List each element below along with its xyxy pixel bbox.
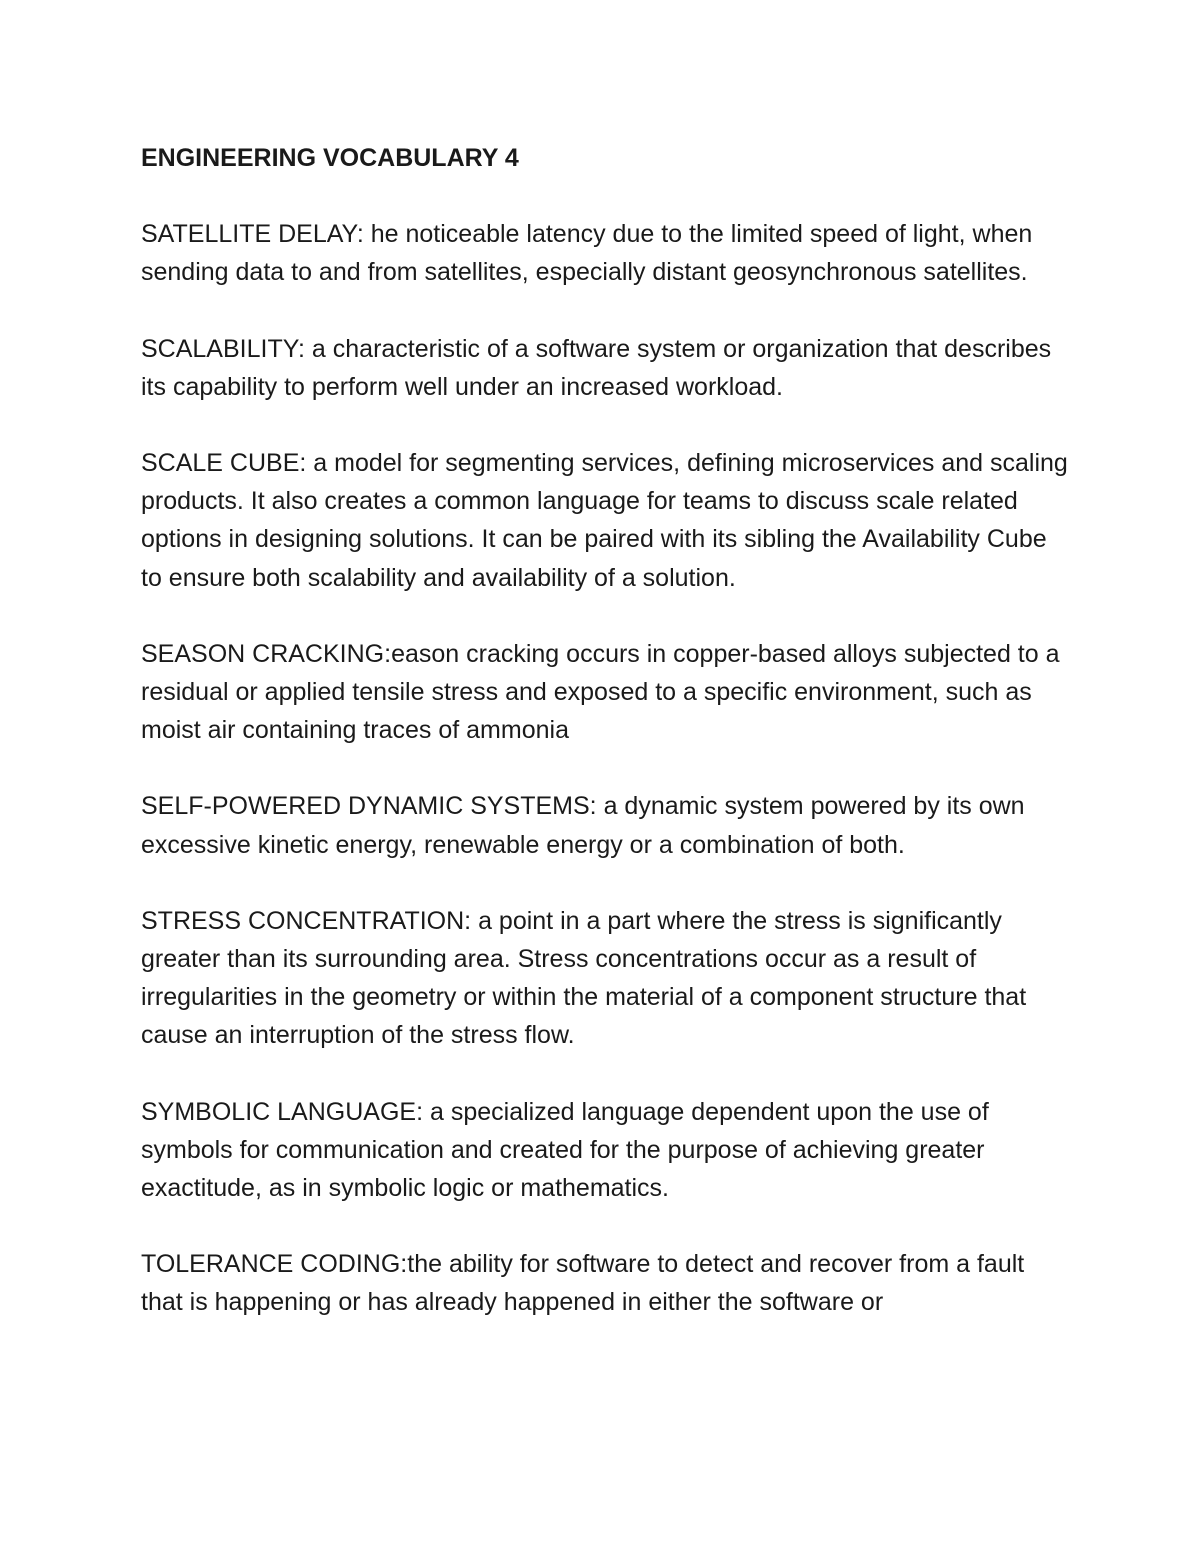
- vocabulary-entry-symbolic-language: [141, 1093, 1071, 1208]
- entry-term: SEASON CRACKING:: [141, 639, 392, 668]
- entry-definition: a dynamic system powered by its own excessive kinetic energy, renewable energy or a combination of both.: [141, 792, 1025, 859]
- vocabulary-entry-satellite-delay: [141, 215, 1071, 291]
- vocabulary-entry-season-cracking: [141, 635, 1071, 750]
- entry-definition: a point in a part where the stress is significantly greater than its surrounding area. Stress concentrations occur as a result of irregularities in the geometry or within the material of a component structure that cause an interruption of the stress flow.: [141, 906, 1027, 1050]
- entry-term: TOLERANCE CODING:: [141, 1250, 408, 1279]
- vocabulary-entry-tolerance-coding: [141, 1245, 1071, 1321]
- entry-term: SCALABILITY:: [141, 334, 305, 363]
- document-body: [141, 139, 1071, 1360]
- entry-term: SYMBOLIC LANGUAGE:: [141, 1097, 424, 1126]
- vocabulary-entry-scale-cube: [141, 444, 1071, 597]
- entry-definition: he noticeable latency due to the limited speed of light, when sending data to and from satellites, especially distant geosynchronous satellites.: [141, 220, 1033, 287]
- entry-term: SELF-POWERED DYNAMIC SYSTEMS:: [141, 792, 597, 821]
- entry-definition: a characteristic of a software system or organization that describes its capability to perform well under an increased workload.: [141, 334, 1052, 401]
- entry-term: STRESS CONCENTRATION:: [141, 906, 472, 935]
- entry-term: SATELLITE DELAY:: [141, 220, 364, 249]
- entry-definition: a model for segmenting services, defining microservices and scaling products. It also creates a common language for teams to discuss scale related options in designing solutions. It can be paired with its sibling the Availability Cube to ensure both scalability and availability of a solution.: [141, 449, 1068, 592]
- entry-definition: the ability for software to detect and recover from a fault that is happening or has already happened in either the software or: [141, 1250, 1025, 1317]
- vocabulary-entry-self-powered-dynamic-systems: [141, 787, 1071, 863]
- entry-definition: a specialized language dependent upon the use of symbols for communication and created for the purpose of achieving greater exactitude, as in symbolic logic or mathematics.: [141, 1097, 989, 1203]
- entry-definition: eason cracking occurs in copper-based alloys subjected to a residual or applied tensile stress and exposed to a specific environment, such as moist air containing traces of ammonia: [141, 639, 1060, 745]
- document-title: ENGINEERING VOCABULARY 4: [141, 144, 519, 172]
- vocabulary-entry-stress-concentration: [141, 902, 1071, 1055]
- entry-term: SCALE CUBE:: [141, 449, 307, 478]
- vocabulary-entry-scalability: [141, 330, 1071, 406]
